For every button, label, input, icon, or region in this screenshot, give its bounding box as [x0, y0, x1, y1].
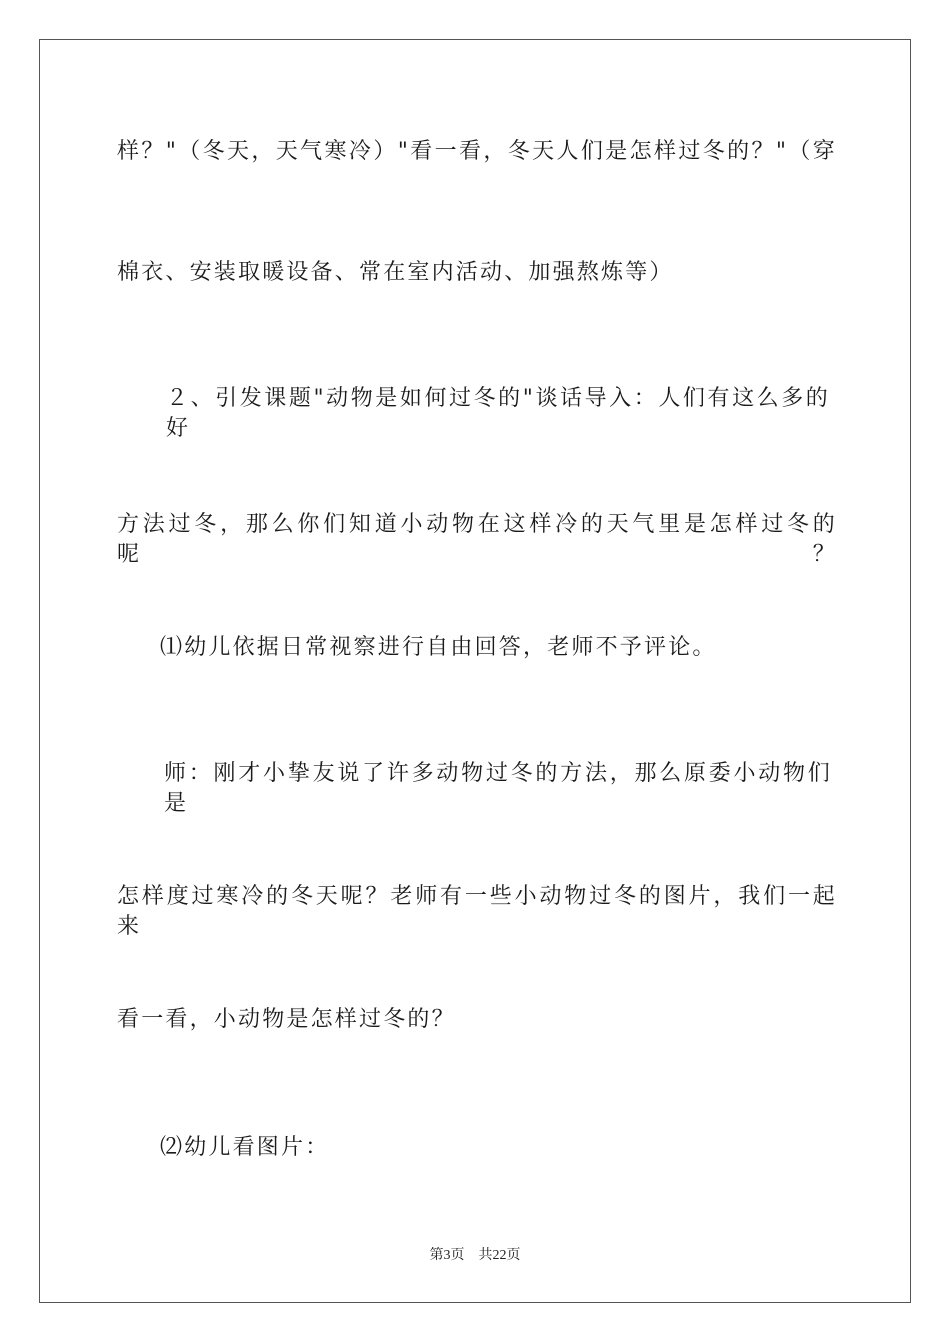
- page-border: [39, 39, 911, 1303]
- page-footer: [0, 1247, 950, 1265]
- text-line: ２、引发课题"动物是如何过冬的"谈话导入：人们有这么多的好: [166, 386, 830, 441]
- page-total: 共22页: [478, 1248, 521, 1263]
- page-number: 第3页: [429, 1248, 465, 1263]
- text-line: 看一看，小动物是怎样过冬的？: [117, 1007, 456, 1032]
- text-line: 师：刚才小挚友说了许多动物过冬的方法，那么原委小动物们是: [164, 761, 832, 816]
- text-line: ⑵幼儿看图片：: [160, 1135, 330, 1160]
- text-line: 怎样度过寒冷的冬天呢？老师有一些小动物过冬的图片，我们一起来: [117, 884, 837, 939]
- text-line: 方法过冬，那么你们知道小动物在这样冷的天气里是怎样过冬的呢？: [117, 512, 837, 567]
- text-line: 棉衣、安装取暖设备、常在室内活动、加强熬炼等）: [117, 260, 674, 285]
- text-line: ⑴幼儿依据日常视察进行自由回答，老师不予评论。: [160, 635, 717, 660]
- text-line: 样？"（冬天，天气寒冷）"看一看，冬天人们是怎样过冬的？"（穿: [117, 139, 837, 164]
